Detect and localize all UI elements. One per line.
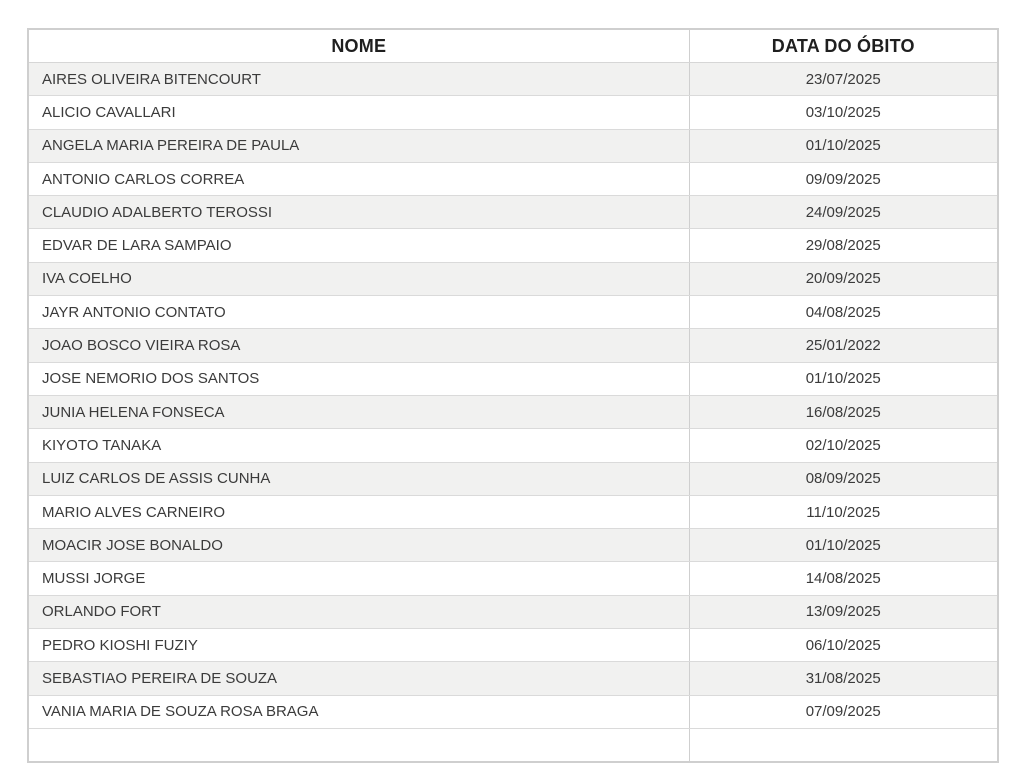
date-cell: 14/08/2025 — [689, 562, 998, 595]
name-cell: ANGELA MARIA PEREIRA DE PAULA — [28, 129, 689, 162]
header-row — [28, 29, 998, 63]
name-cell: SEBASTIAO PEREIRA DE SOUZA — [28, 662, 689, 695]
table-row — [28, 362, 998, 395]
date-cell: 25/01/2022 — [689, 329, 998, 362]
table-row — [28, 529, 998, 562]
name-cell: JUNIA HELENA FONSECA — [28, 395, 689, 428]
table-row — [28, 629, 998, 662]
deaths-table-container — [27, 28, 997, 763]
name-cell: JAYR ANTONIO CONTATO — [28, 296, 689, 329]
deaths-table — [27, 28, 999, 763]
table-header — [28, 29, 998, 63]
table-row — [28, 562, 998, 595]
date-cell: 07/09/2025 — [689, 695, 998, 728]
date-cell: 01/10/2025 — [689, 129, 998, 162]
name-cell: AIRES OLIVEIRA BITENCOURT — [28, 63, 689, 96]
table-row — [28, 695, 998, 728]
table-row — [28, 462, 998, 495]
table-row — [28, 395, 998, 428]
table-row — [28, 229, 998, 262]
date-cell: 09/09/2025 — [689, 162, 998, 195]
table-row — [28, 96, 998, 129]
date-cell: 29/08/2025 — [689, 229, 998, 262]
empty-row — [28, 728, 998, 762]
table-footer — [28, 728, 998, 762]
table-row — [28, 329, 998, 362]
date-cell: 06/10/2025 — [689, 629, 998, 662]
table-body — [28, 63, 998, 729]
name-cell: ANTONIO CARLOS CORREA — [28, 162, 689, 195]
table-row — [28, 296, 998, 329]
date-cell: 11/10/2025 — [689, 495, 998, 528]
date-cell: 23/07/2025 — [689, 63, 998, 96]
table-row — [28, 262, 998, 295]
date-cell: 03/10/2025 — [689, 96, 998, 129]
table-row — [28, 595, 998, 628]
empty-name-cell — [28, 728, 689, 762]
name-cell: CLAUDIO ADALBERTO TEROSSI — [28, 196, 689, 229]
date-cell: 01/10/2025 — [689, 529, 998, 562]
table-row — [28, 495, 998, 528]
name-cell: LUIZ CARLOS DE ASSIS CUNHA — [28, 462, 689, 495]
table-row — [28, 63, 998, 96]
date-cell: 31/08/2025 — [689, 662, 998, 695]
date-cell: 08/09/2025 — [689, 462, 998, 495]
table-row — [28, 129, 998, 162]
date-cell: 24/09/2025 — [689, 196, 998, 229]
name-cell: ORLANDO FORT — [28, 595, 689, 628]
name-cell: MARIO ALVES CARNEIRO — [28, 495, 689, 528]
date-cell: 20/09/2025 — [689, 262, 998, 295]
date-cell: 13/09/2025 — [689, 595, 998, 628]
name-cell: VANIA MARIA DE SOUZA ROSA BRAGA — [28, 695, 689, 728]
name-cell: KIYOTO TANAKA — [28, 429, 689, 462]
table-row — [28, 429, 998, 462]
date-cell: 01/10/2025 — [689, 362, 998, 395]
column-header-nome: NOME — [28, 29, 689, 63]
name-cell: JOAO BOSCO VIEIRA ROSA — [28, 329, 689, 362]
date-cell: 02/10/2025 — [689, 429, 998, 462]
table-row — [28, 662, 998, 695]
name-cell: ALICIO CAVALLARI — [28, 96, 689, 129]
name-cell: MUSSI JORGE — [28, 562, 689, 595]
empty-date-cell — [689, 728, 998, 762]
name-cell: MOACIR JOSE BONALDO — [28, 529, 689, 562]
name-cell: PEDRO KIOSHI FUZIY — [28, 629, 689, 662]
name-cell: IVA COELHO — [28, 262, 689, 295]
date-cell: 16/08/2025 — [689, 395, 998, 428]
name-cell: JOSE NEMORIO DOS SANTOS — [28, 362, 689, 395]
table-row — [28, 196, 998, 229]
name-cell: EDVAR DE LARA SAMPAIO — [28, 229, 689, 262]
table-row — [28, 162, 998, 195]
date-cell: 04/08/2025 — [689, 296, 998, 329]
column-header-data-do-obito: DATA DO ÓBITO — [689, 29, 998, 63]
